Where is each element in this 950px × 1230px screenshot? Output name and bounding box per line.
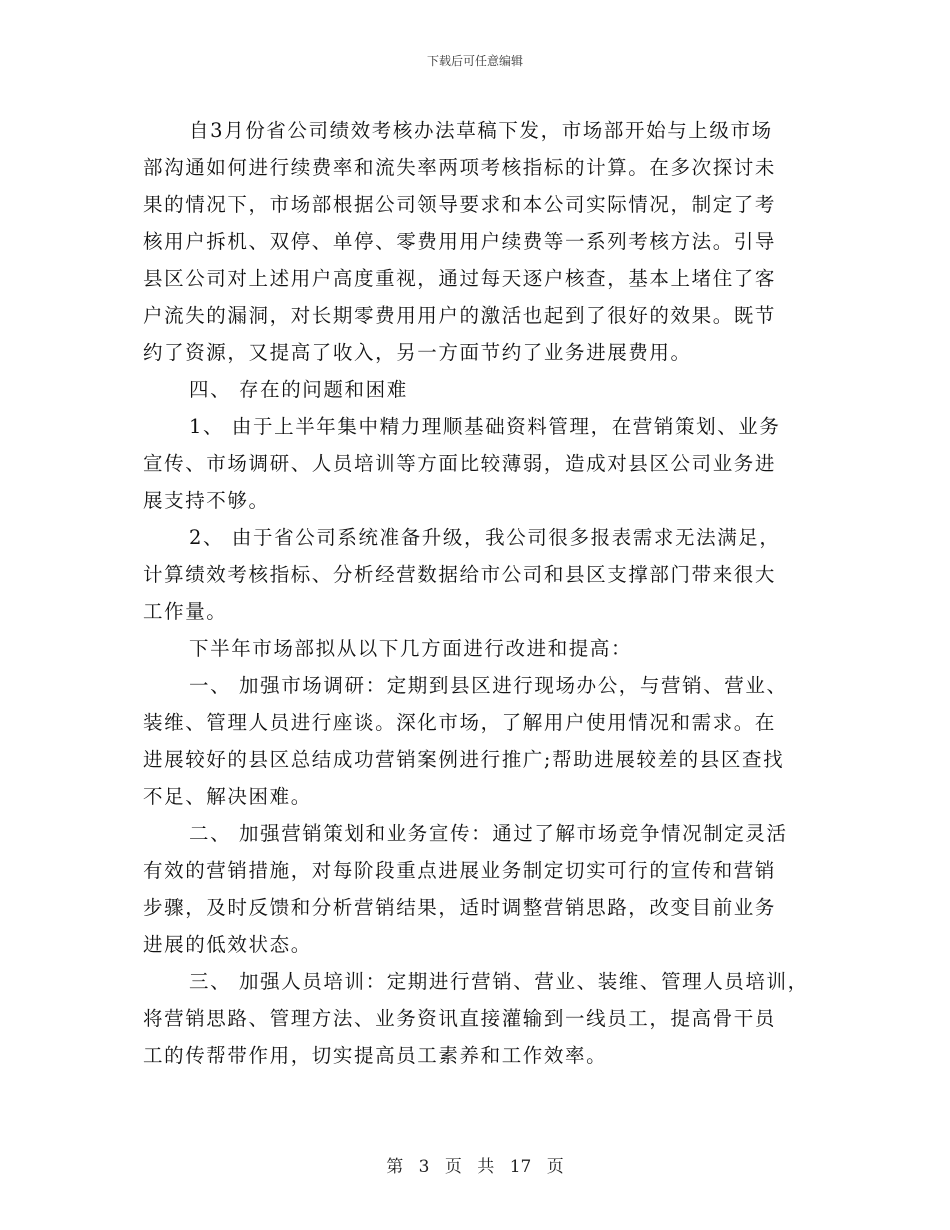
paragraph-line: 约了资源，又提高了收入，另一方面节约了业务进展费用。: [143, 341, 692, 364]
paragraph-line: 下半年市场部拟从以下几方面进行改进和提高：: [189, 637, 633, 660]
paragraph-line: 展支持不够。: [143, 489, 270, 512]
paragraph-line: 计算绩效考核指标、分析经营数据给市公司和县区支撑部门带来很大: [143, 563, 777, 586]
paragraph-line: 工作量。: [143, 600, 228, 623]
footer-total-word: 共: [477, 1157, 495, 1177]
paragraph-line: 部沟通如何进行续费率和流失率两项考核指标的计算。在多次探讨未: [143, 156, 777, 179]
paragraph-line: 县区公司对上述用户高度重视，通过每天逐户核查，基本上堵住了客: [143, 267, 777, 290]
paragraph-line: 一、 加强市场调研：定期到县区进行现场办公，与营销、营业、: [189, 674, 788, 697]
paragraph-line: 步骤，及时反馈和分析营销结果，适时调整营销思路，改变目前业务: [143, 896, 777, 919]
document-body: [143, 112, 809, 1074]
paragraph-line: 进展较好的县区总结成功营销案例进行推广;帮助进展较差的县区查找: [143, 748, 785, 771]
paragraph-line: 进展的低效状态。: [143, 933, 312, 956]
page-header: 下载后可任意编辑: [426, 54, 523, 68]
page-footer: [0, 1157, 950, 1177]
footer-suffix: 页: [546, 1157, 564, 1177]
paragraph-line: 有效的营销措施，对每阶段重点进展业务制定切实可行的宣传和营销: [143, 859, 777, 882]
paragraph-line: 自3月份省公司绩效考核办法草稿下发，市场部开始与上级市场: [189, 119, 773, 142]
paragraph-line: 核用户拆机、双停、单停、零费用用户续费等一系列考核方法。引导: [143, 230, 777, 253]
paragraph-line: 三、 加强人员培训：定期进行营销、营业、装维、管理人员培训，: [189, 970, 809, 993]
footer-page-word: 页: [444, 1157, 462, 1177]
paragraph-line: 不足、解决困难。: [143, 785, 312, 808]
footer-prefix: 第: [386, 1157, 404, 1177]
paragraph-line: 工的传帮带作用，切实提高员工素养和工作效率。: [143, 1044, 608, 1067]
paragraph-line: 将营销思路、管理方法、业务资讯直接灌输到一线员工，提高骨干员: [143, 1007, 777, 1030]
paragraph-line: 1、 由于上半年集中精力理顺基础资料管理，在营销策划、业务: [189, 415, 781, 438]
paragraph-line: 装维、管理人员进行座谈。深化市场，了解用户使用情况和需求。在: [143, 711, 777, 734]
total-page-count: 17: [509, 1157, 532, 1177]
paragraph-line: 户流失的漏洞，对长期零费用用户的激活也起到了很好的效果。既节: [143, 304, 777, 327]
paragraph-line: 2、 由于省公司系统准备升级，我公司很多报表需求无法满足，: [189, 526, 781, 549]
paragraph-line: 二、 加强营销策划和业务宣传：通过了解市场竞争情况制定灵活: [189, 822, 788, 845]
paragraph-line: 果的情况下，市场部根据公司领导要求和本公司实际情况，制定了考: [143, 193, 777, 216]
section-heading: 四、 存在的问题和困难: [189, 378, 408, 401]
current-page-number: 3: [418, 1157, 430, 1177]
paragraph-line: 宣传、市场调研、人员培训等方面比较薄弱，造成对县区公司业务进: [143, 452, 777, 475]
